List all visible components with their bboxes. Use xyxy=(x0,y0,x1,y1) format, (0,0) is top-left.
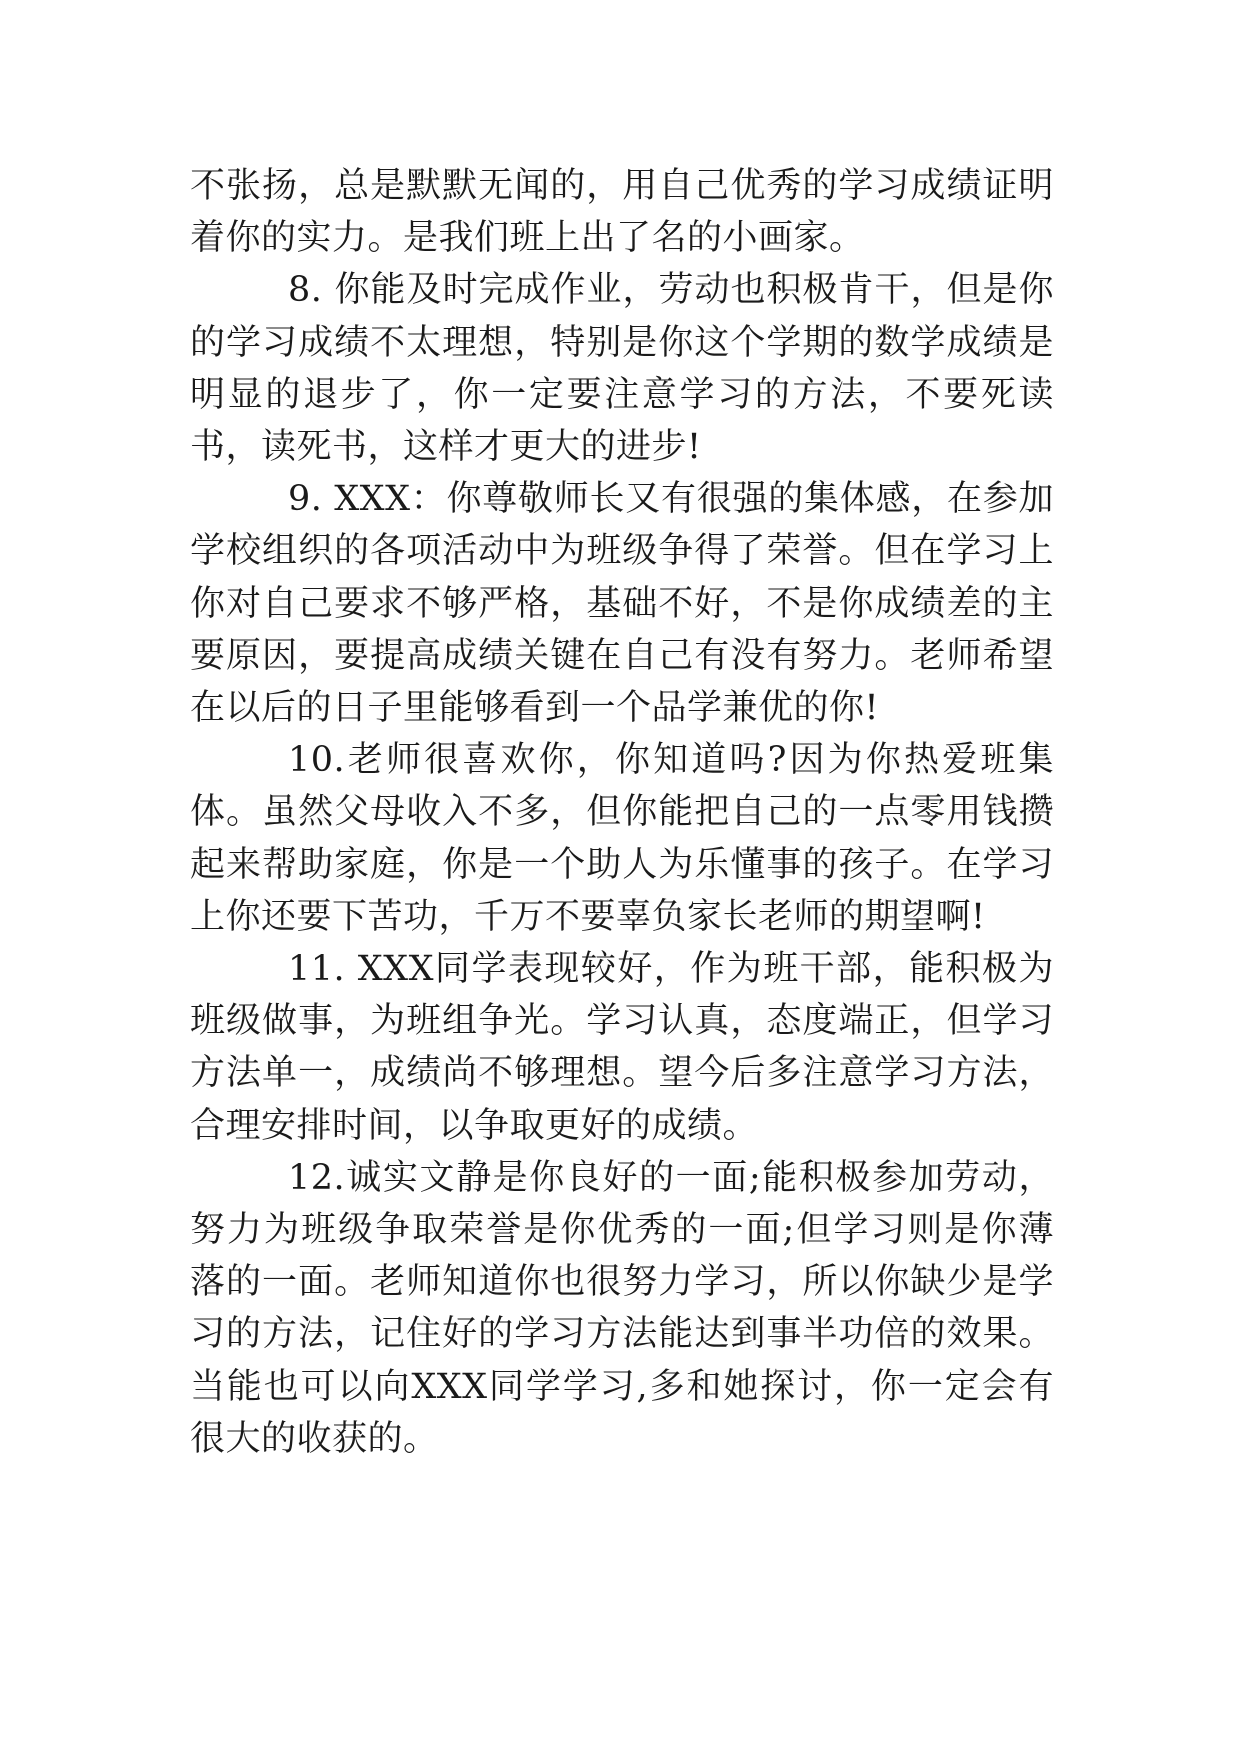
paragraph-item-12: 12.诚实文静是你良好的一面;能积极参加劳动，努力为班级争取荣誉是你优秀的一面;但学习则是你薄落的一面。老师知道你也很努力学习，所以你缺少是学习的方法，记住好的学习方法能达到事半功倍的效果。当能也可以向XXX同学学习,多和她探讨，你一定会有很大的收获的。 xyxy=(190,1157,1054,1459)
paragraph-item-10: 10.老师很喜欢你，你知道吗?因为你热爱班集体。虽然父母收入不多，但你能把自己的一点零用钱攒起来帮助家庭，你是一个助人为乐懂事的孩子。在学习上你还要下苦功，千万不要辜负家长老师的期望啊! xyxy=(190,740,1054,937)
document-body xyxy=(190,160,1054,1465)
paragraph-item-11: 11. XXX同学表现较好，作为班干部，能积极为班级做事，为班组争光。学习认真，态度端正，但学习方法单一，成绩尚不够理想。望今后多注意学习方法，合理安排时间，以争取更好的成绩。 xyxy=(190,949,1054,1146)
paragraph-continuation: 不张扬，总是默默无闻的，用自己优秀的学习成绩证明着你的实力。是我们班上出了名的小画家。 xyxy=(190,166,1054,259)
paragraph-item-9: 9. XXX：你尊敬师长又有很强的集体感，在参加学校组织的各项活动中为班级争得了荣誉。但在学习上你对自己要求不够严格，基础不好，不是你成绩差的主要原因，要提高成绩关键在自己有没有努力。老师希望在以后的日子里能够看到一个品学兼优的你! xyxy=(190,479,1054,729)
paragraph-item-8: 8. 你能及时完成作业，劳动也积极肯干，但是你的学习成绩不太理想，特别是你这个学期的数学成绩是明显的退步了，你一定要注意学习的方法，不要死读书，读死书，这样才更大的进步! xyxy=(190,270,1054,468)
